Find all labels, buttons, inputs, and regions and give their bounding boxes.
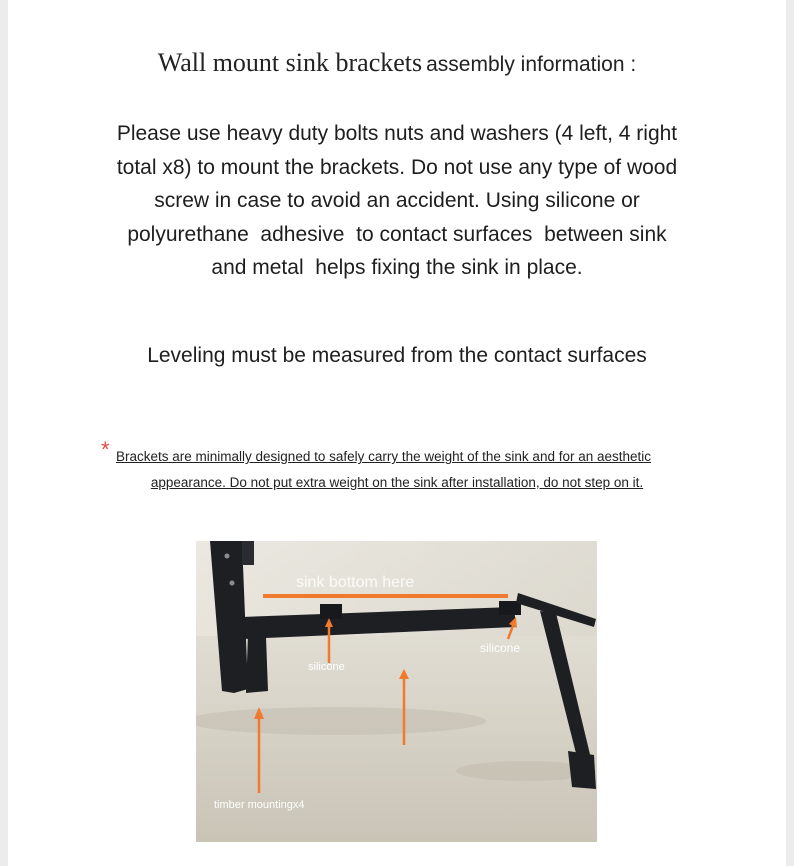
bracket-photo-illustration xyxy=(196,541,597,842)
instructions-paragraph xyxy=(0,117,794,285)
instruction-line: Please use heavy duty bolts nuts and washers (4 left, 4 right xyxy=(116,122,678,145)
bracket-shadow xyxy=(196,707,486,735)
instruction-line: polyurethane adhesive to contact surfaces between sink xyxy=(127,222,667,246)
page-title xyxy=(0,48,794,78)
disclaimer-line-1: Brackets are minimally designed to safely carry the weight of the sink and for an aesthetic xyxy=(116,449,652,464)
title-part-serif: Wall mount sink brackets xyxy=(157,48,423,77)
center-contact-pad xyxy=(320,604,342,619)
bolt-hole xyxy=(225,554,230,559)
timber-mounting-label: timber mountingx4 xyxy=(214,799,305,811)
leveling-note: Leveling must be measured from the contact surfaces xyxy=(147,344,647,367)
silicone-label-left: silicone xyxy=(308,661,345,673)
bolt-hole xyxy=(230,581,235,586)
asterisk-marker: * xyxy=(101,437,110,462)
instruction-line: and metal helps fixing the sink in place. xyxy=(211,256,583,279)
disclaimer-line-2: appearance. Do not put extra weight on the sink after installation, do not step on it. xyxy=(150,475,644,490)
bracket-photo xyxy=(196,541,597,842)
sink-bottom-line xyxy=(263,594,508,598)
left-bracket-foot xyxy=(246,633,268,693)
right-bracket-foot xyxy=(568,751,596,789)
sink-bottom-label: sink bottom here xyxy=(296,574,415,591)
left-bracket-top xyxy=(242,541,254,565)
instruction-line: total x8) to mount the brackets. Do not use any type of wood xyxy=(116,155,678,179)
silicone-label-right: silicone xyxy=(480,641,521,655)
title-part-sans: assembly information : xyxy=(426,53,637,76)
instruction-line: screw in case to avoid an accident. Using silicone or xyxy=(154,189,640,212)
